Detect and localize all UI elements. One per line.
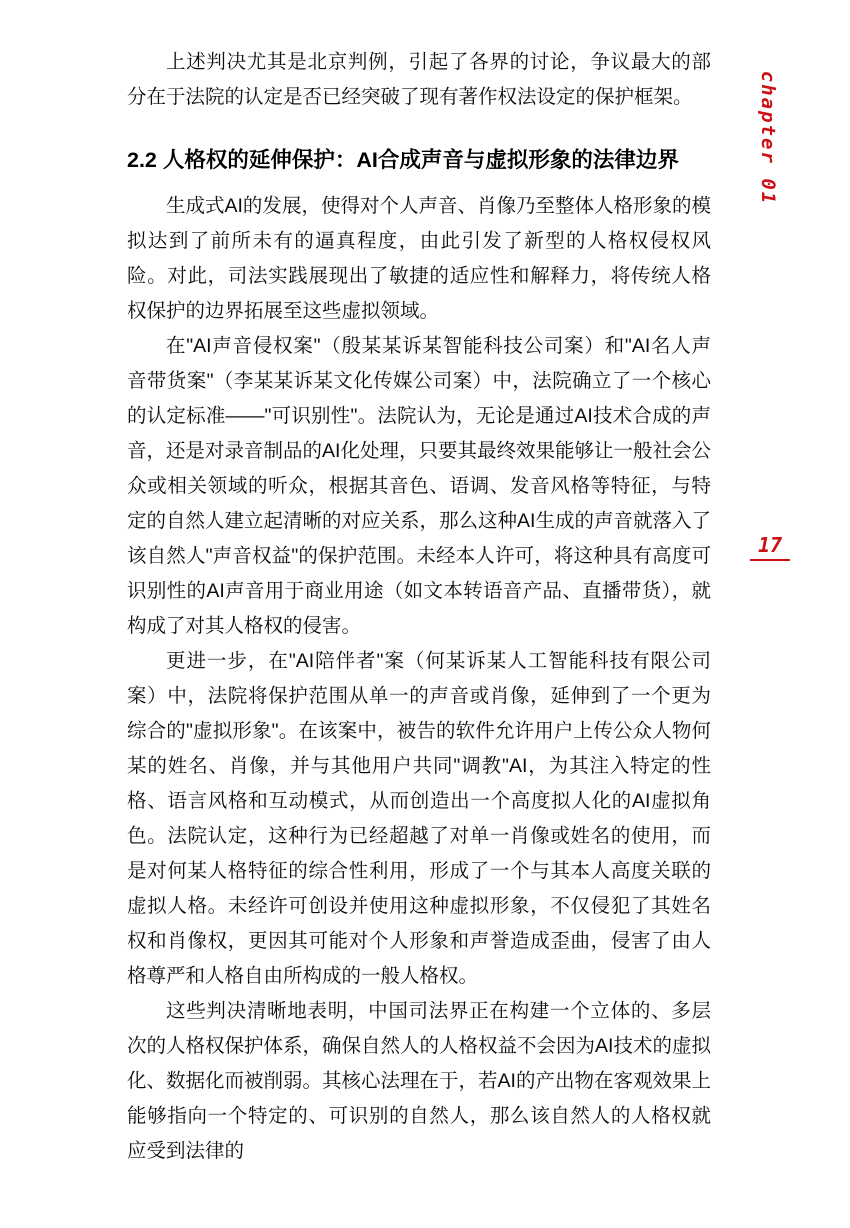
paragraph: 更进一步，在"AI陪伴者"案（何某诉某人工智能科技有限公司案）中，法院将保护范围从单一的声音或肖像，延伸到了一个更为综合的"虚拟形象"。在该案中，被告的软件允许用户上传公众人物何某的姓名、肖像，并与其他用户共同"调教"AI，为其注入特定的性格、语言风格和互动模式，从而创造出一个高度拟人化的AI虚拟角色。法院认定，这种行为已经超越了对单一肖像或姓名的使用，而是对何某人格特征的综合性利用，形成了一个与其本人高度关联的虚拟人格。未经许可创设并使用这种虚拟形象，不仅侵犯了其姓名权和肖像权，更因其可能对个人形象和声誉造成歪曲，侵害了由人格尊严和人格自由所构成的一般人格权。 xyxy=(127,650,711,987)
text-column xyxy=(127,45,711,1169)
paragraph: 这些判决清晰地表明，中国司法界正在构建一个立体的、多层次的人格权保护体系，确保自然人的人格权益不会因为AI技术的虚拟化、数据化而被削弱。其核心法理在于，若AI的产出物在客观效果上能够指向一个特定的、可识别的自然人，那么该自然人的人格权就应受到法律的 xyxy=(127,1000,711,1162)
section-heading: 2.2 人格权的延伸保护：AI合成声音与虚拟形象的法律边界 xyxy=(127,148,679,172)
page-number: 17 xyxy=(750,533,790,561)
paragraph: 生成式AI的发展，使得对个人声音、肖像乃至整体人格形象的模拟达到了前所未有的逼真程度，由此引发了新型的人格权侵权风险。对此，司法实践展现出了敏捷的适应性和解释力，将传统人格权保护的边界拓展至这些虚拟领域。 xyxy=(127,195,711,322)
paragraph: 在"AI声音侵权案"（殷某某诉某智能科技公司案）和"AI名人声音带货案"（李某某诉某文化传媒公司案）中，法院确立了一个核心的认定标准——"可识别性"。法院认为，无论是通过AI技术合成的声音，还是对录音制品的AI化处理，只要其最终效果能够让一般社会公众或相关领域的听众，根据其音色、语调、发音风格等特征，与特定的自然人建立起清晰的对应关系，那么这种AI生成的声音就落入了该自然人"声音权益"的保护范围。未经本人许可，将这种具有高度可识别性的AI声音用于商业用途（如文本转语音产品、直播带货），就构成了对其人格权的侵害。 xyxy=(127,335,711,637)
chapter-margin-label: chapter 01 xyxy=(757,70,779,206)
paragraph-intro: 上述判决尤其是北京判例，引起了各界的讨论，争议最大的部分在于法院的认定是否已经突破了现有著作权法设定的保护框架。 xyxy=(127,51,711,108)
